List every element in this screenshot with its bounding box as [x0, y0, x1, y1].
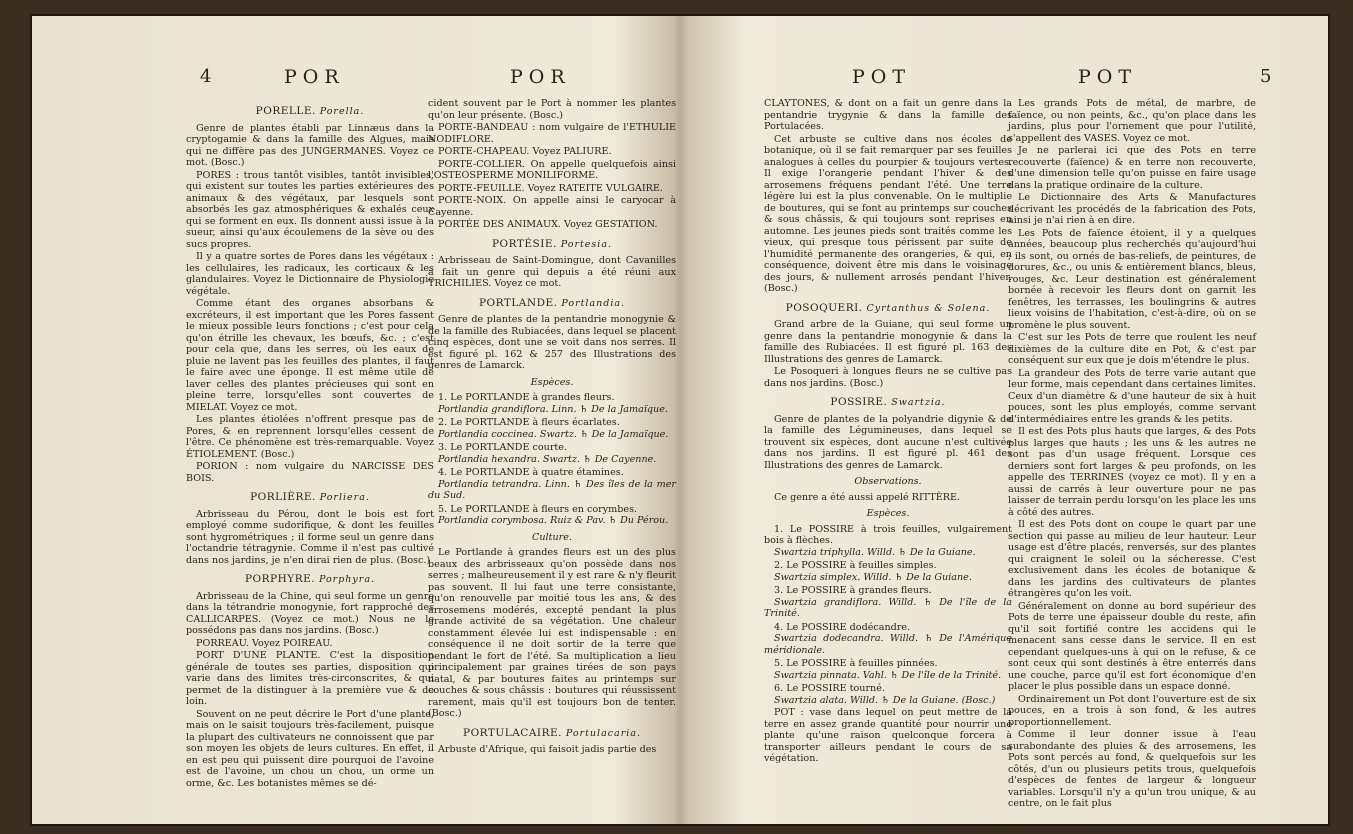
paragraph: Arbuste d'Afrique, qui faisoit jadis partie des: [438, 744, 657, 755]
entry-heading-latin: Porliera.: [319, 492, 370, 503]
left-column-1: [186, 98, 434, 798]
species-latin-name: Swartzia grandiflora. Willd. ♄ De l'île de la Trinité.: [764, 596, 1012, 619]
species-latin-name: Swartzia simplex. Willd. ♄ De la Guiane.: [774, 571, 972, 583]
entry-heading: [428, 239, 676, 251]
paragraph: Le Portlande à grandes fleurs est un des plus beaux des arbrisseaux qu'on possède dans nos serres ; malheureusement il y est rare & n'y fleurit pas souvent. Il lui faut une terre consistante, qu'on renouvelle par moitié tous les ans, & des arrosemens modérés, excepté pendant la plus grande activité de sa végétation. Une chaleur constamment élevée lui est indispensable : en conséquence il ne doit sortir de la terre que pendant le fort de l'été. Sa multiplication a lieu principalement par graines tirées de son pays natal, & par boutures faites au printemps sur couches & sous châssis : boutures qui réussissent rarement, mais qu'il est toujours bon de tenter. (Bosc.): [428, 547, 676, 719]
paragraph: PORTE-CHAPEAU. Voyez PALIURE.: [438, 146, 612, 157]
paragraph: PORES : trous tantôt visibles, tantôt invisibles, qui existent sur toutes les parties extérieures des animaux & des végétaux, par lesquels sont absorbés les gaz atmosphériques & exhalés ceux qui se forment en eux. Ils donnent aussi issue à la sueur, ainsi qu'aux écoulemens de la sève ou des sucs propres.: [186, 169, 434, 250]
entry-heading: [186, 106, 434, 118]
species-entry: 4. Le POSSIRE dodécandre.: [774, 621, 911, 633]
book-spread: [30, 14, 1330, 826]
paragraph: Les plantes étiolées n'offrent presque pas de Pores, & en reprennent lorsqu'elles cessent de l'être. Ce phénomène est très-remarquable. Voyez ÉTIOLEMENT. (Bosc.): [186, 414, 434, 460]
species-latin-name: Swartzia pinnata. Vahl. ♄ De l'île de la Trinité.: [774, 669, 1002, 681]
paragraph: PORION : nom vulgaire du NARCISSE DES BOIS.: [186, 461, 434, 484]
entry-heading-latin: Portlandia.: [561, 297, 626, 309]
species-entry: 5. Le PORTLANDE à fleurs en corymbes.: [438, 503, 638, 515]
paragraph: Arbrisseau du Pérou, dont le bois est fort employé comme sudorifique, & dont les feuilles sont hygrométriques ; il forme seul un genre dans l'octandrie tétragynie. Comme il n'est pas cultivé dans nos jardins, je n'en dirai rien de plus. (Bosc.): [186, 508, 434, 566]
species-latin-name: Swartzia alata. Willd. ♄ De la Guiane. (Bosc.): [774, 694, 996, 706]
paragraph: PORREAU. Voyez POIREAU.: [196, 637, 333, 649]
paragraph: Le Posoqueri à longues fleurs ne se cultive pas dans nos jardins. (Bosc.): [764, 366, 1012, 389]
paragraph: Comme il leur donner issue à l'eau surabondante des pluies & des arrosemens, les Pots sont percés au fond, & quelquefois sur les côtés, d'un ou plusieurs petits trous, quelquefois d'espèces de fentes de largeur & longueur variables. Lorsqu'il n'y a qu'un trou unique, & au centre, on le fait plus: [1008, 729, 1256, 809]
paragraph: PORTE-NOIX. On appelle ainsi le caryocar à Cayenne.: [428, 195, 676, 218]
species-entry: 6. Le POSSIRE tourné.: [774, 683, 885, 694]
page-number-left: 4: [200, 66, 212, 87]
paragraph: Genre de plantes de la polyandrie digynie & de la famille des Légumineuses, dans lequel se trouvent six espèces, dont aucune n'est cultivée dans nos jardins. Il est figuré pl. 461 des Illustrations des genres de Lamarck.: [764, 413, 1012, 471]
entry-heading-latin: Portulacaria.: [565, 727, 641, 739]
species-latin-name: Swartzia dodecandra. Willd. ♄ De l'Amérique méridionale.: [764, 633, 1012, 656]
species-entry: 2. Le POSSIRE à feuilles simples.: [774, 560, 937, 571]
paragraph: Souvent on ne peut décrire le Port d'une plante, mais on le saisit toujours très-facilement, puisque la plupart des cultivateurs ne connoissent que par son moyen les objets de leurs cultures. En effet, il en est peu qui puissent dire pourquoi de l'avoine est de l'avoine, un chou un chou, un orme un orme, &c. Les botanistes mêmes se dé-: [186, 708, 434, 789]
paragraph: PORTE-BANDEAU : nom vulgaire de l'ETHULIE NODIFLORE.: [428, 122, 676, 145]
entry-heading-latin: Swartzia.: [891, 397, 946, 408]
running-head-right: [680, 66, 1330, 92]
headword-left-a: POR: [284, 66, 345, 88]
paragraph: PORT D'UNE PLANTE. C'est la disposition générale de toutes ses parties, disposition qui varie dans des limites très-circonscrites, & qui permet de la distinguer à la première vue & de loin.: [186, 650, 434, 707]
paragraph: C'est sur les Pots de terre que roulent les neuf dixièmes de la culture dite en Pot, & c'est par conséquent sur eux que je dois m'étendre le plus.: [1008, 332, 1256, 366]
paragraph: Arbrisseau de Saint-Domingue, dont Cavanilles a fait un genre qui depuis a été réuni aux TRICHILIES. Voyez ce mot.: [428, 255, 676, 289]
entry-heading-title: PORTLANDE.: [478, 296, 558, 309]
entry-heading-title: PORELLE.: [255, 105, 316, 117]
paragraph: PORTE-COLLIER. On appelle quelquefois ainsi l'OSTEOSPERME MONILIFORME.: [428, 158, 676, 181]
paragraph: Ordinairement un Pot dont l'ouverture est de six pouces, en a trois à son fond, & les autres proportionnellement.: [1008, 693, 1256, 728]
species-entry: 3. Le PORTLANDE courte.: [438, 442, 568, 453]
paragraph: PORTÉE DES ANIMAUX. Voyez GESTATION.: [438, 219, 658, 230]
entry-heading-latin: Porphyra.: [318, 574, 376, 585]
entry-heading-title: PORTULACAIRE.: [463, 726, 562, 739]
paragraph: Il y a quatre sortes de Pores dans les végétaux : les cellulaires, les radicaux, les corticaux & les glandulaires. Voyez le Dictionnaire de Physiologie végétale.: [186, 251, 434, 297]
species-latin-name: Portlandia grandiflora. Linn. ♄ De la Jamaïque.: [438, 403, 668, 415]
right-page: [680, 14, 1330, 826]
species-latin-name: Portlandia hexandra. Swartz. ♄ De Cayenne.: [438, 453, 657, 465]
entry-heading-title: PORTÉSIE.: [491, 237, 557, 250]
species-entry: 3. Le POSSIRE à grandes fleurs.: [774, 585, 932, 596]
paragraph: Les grands Pots de métal, de marbre, de faïence, ou non peints, &c., qu'on place dans les jardins, plus pour l'ornement que pour l'utilité, s'appellent des VASES. Voyez ce mot.: [1008, 98, 1256, 144]
section-subheading: Culture.: [532, 531, 572, 543]
entry-heading: [186, 492, 434, 504]
section-subheading: Espèces.: [530, 376, 574, 388]
paragraph: CLAYTONES, & dont on a fait un genre dans la pentandrie trygynie & dans la famille des Portulacées.: [764, 98, 1012, 132]
right-column-2: [1008, 98, 1256, 809]
section-subheading: Observations.: [854, 476, 922, 487]
section-subheading: Espèces.: [866, 508, 910, 519]
paragraph: Arbrisseau de la Chine, qui seul forme un genre dans la tétrandrie monogynie, fort rapproché des CALLICARPES. (Voyez ce mot.) Nous ne le possédons pas dans nos jardins. (Bosc.): [186, 590, 434, 636]
paragraph: Cet arbuste se cultive dans nos écoles de botanique, où il se fait remarquer par ses feuilles analogues à celles du pourpier & toujours vertes. Il exige l'orangerie pendant l'hiver & des arrosemens fréquens pendant l'été. Une terre légère lui est la plus convenable. On le multiplie de boutures, qui se font au printemps sur couches & sous châssis, & qui toujours sont reprises en automne. Les jeunes pieds sont traités comme les vieux, qui presque tous périssent par suite de l'humidité permanente des orangeries, & qui, en conséquence, doivent être mis dans le voisinage des jours, & nullement arrosés pendant l'hiver. (Bosc.): [764, 133, 1012, 294]
paragraph: Genre de plantes de la pentandrie monogynie & de la famille des Rubiacées, dans lequel se placent cinq espèces, dont une se voit dans nos serres. Il est figuré pl. 162 & 257 des Illustrations des genres de Lamarck.: [428, 314, 676, 371]
species-entry: 1. Le PORTLANDE à grandes fleurs.: [438, 392, 615, 403]
headword-right-a: POT: [852, 66, 912, 88]
paragraph: PORTE-FEUILLE. Voyez RATEITE VULGAIRE.: [438, 182, 663, 194]
paragraph: Je ne parlerai ici que des Pots en terre recouverte (faïence) & en terre non recouverte, d'une dimension telle qu'on puisse en faire usage dans la pratique ordinaire de la culture.: [1008, 145, 1256, 191]
paragraph: Ce genre a été aussi appelé RITTÈRE.: [774, 491, 961, 503]
headword-left-b: POR: [510, 66, 571, 88]
paragraph: Il est des Pots plus hauts que larges, & des Pots plus larges que hauts ; les uns & les autres ne sont pas d'un usage fréquent. Lorsque ces derniers sont fort larges & peu profonds, on les appelle des TERRINES (voyez ce mot). Il y en a aussi de carrés à leur ouverture pour ne pas laisser de terrain perdu lorsqu'on les place les uns à côté des autres.: [1008, 426, 1256, 518]
page-number-right: 5: [1260, 66, 1272, 87]
entry-heading: [764, 303, 1012, 315]
entry-heading: [428, 728, 676, 740]
paragraph: cident souvent par le Port à nommer les plantes qu'on leur présente. (Bosc.): [428, 98, 676, 121]
species-latin-name: Swartzia triphylla. Willd. ♄ De la Guiane.: [774, 546, 976, 558]
entry-heading: [428, 298, 676, 310]
headword-right-b: POT: [1078, 66, 1138, 88]
left-column-2: [428, 98, 676, 798]
entry-heading-title: PORPHYRE.: [244, 573, 316, 585]
species-entry: 1. Le POSSIRE à trois feuilles, vulgairement bois à flèches.: [764, 523, 1012, 546]
species-entry: 5. Le POSSIRE à feuilles pinnées.: [774, 658, 938, 669]
entry-heading: [186, 574, 434, 586]
species-entry: 2. Le PORTLANDE à fleurs écarlates.: [438, 417, 620, 428]
species-entry: 4. Le PORTLANDE à quatre étamines.: [438, 467, 624, 478]
left-page: [30, 14, 680, 826]
paragraph: Genre de plantes établi par Linnæus dans la cryptogamie & dans la famille des Algues, mais qui ne diffère pas des JUNGERMANES. Voyez ce mot. (Bosc.): [186, 122, 434, 168]
paragraph: Comme étant des organes absorbans & excréteurs, il est important que les Pores fassent le mieux possible leurs fonctions ; c'est pour cela qu'on étrille les chevaux, les bœufs, &c. ; c'est pour cela que, dans les serres, où les eaux de pluie ne lavent pas les feuilles des plantes, il faut le faire avec une éponge. Il est même utile de laver celles des plantes précieuses qui sont en pleine terre, lorsqu'elles sont couvertes de MIELAT. Voyez ce mot.: [186, 298, 434, 413]
paragraph: Les Pots de faïence étoient, il y a quelques années, beaucoup plus recherchés qu'aujourd'hui ; ils sont, ou ornés de bas-reliefs, de peintures, de dorures, &c., ou unis & entièrement blancs, bleus, rouges, &c. Leur destination est généralement bornée à recevoir les fleurs dont on garnit les fenêtres, les terrasses, les boulingrins & autres lieux voisins de l'habitation, c'est-à-dire, où on se promène le plus souvent.: [1008, 227, 1256, 331]
species-latin-name: Portlandia corymbosa. Ruiz & Pav. ♄ Du Pérou.: [438, 515, 669, 526]
paragraph: Le Dictionnaire des Arts & Manufactures décrivant les procédés de la fabrication des Pots, ainsi je n'ai rien à en dire.: [1008, 192, 1256, 226]
paragraph: Généralement on donne au bord supérieur des Pots de terre une épaisseur double du reste, afin qu'il soit fortifié contre les accidens qui le menacent sans cesse dans le service. Il en est cependant quelques-uns à qui on le refuse, & ce sont ceux qui sont destinés à être enterrés dans une couche, parce qu'il est fort économique d'en placer le plus possible dans un espace donné.: [1008, 600, 1256, 692]
entry-heading-title: POSOQUERI.: [785, 301, 863, 314]
species-latin-name: Portlandia coccinea. Swartz. ♄ De la Jamaïque.: [438, 428, 669, 440]
right-column-1: [764, 98, 1012, 798]
entry-heading-latin: Porella.: [319, 106, 365, 117]
running-head-left: [30, 66, 680, 92]
entry-heading-latin: Cyrtanthus & Solena.: [866, 302, 991, 314]
entry-heading-title: PORLIÈRE.: [250, 491, 316, 503]
entry-heading-latin: Portesia.: [560, 238, 613, 250]
species-latin-name: Portlandia tetrandra. Linn. ♄ Des îles de la mer du Sud.: [428, 478, 676, 501]
paragraph: Grand arbre de la Guiane, qui seul forme un genre dans la pentandrie monogynie & dans la famille des Rubiacées. Il est figuré pl. 163 des Illustrations des genres de Lamarck.: [764, 319, 1012, 365]
paragraph: Il est des Pots dont on coupe le quart par une section qui passe au milieu de leur hauteur. Leur usage est d'être placés, renversés, sur des plantes qui craignent le soleil ou la sécheresse. C'est exclusivement dans les écoles de botanique & dans les jardins des cultivateurs de plantes étrangères qu'on les voit.: [1008, 519, 1256, 599]
entry-heading-title: POSSIRE.: [830, 396, 888, 408]
entry-heading: [764, 397, 1012, 409]
paragraph: La grandeur des Pots de terre varie autant que leur forme, mais cependant dans certaines limites. Ceux d'un diamètre & d'une hauteur de six à huit pouces, sont les plus employés, comme servant d'intermédiaires entre les grands & les petits.: [1008, 367, 1256, 425]
paragraph: POT : vase dans lequel on peut mettre de la terre en assez grande quantité pour nourrir une plante qu'une raison quelconque forcera à transporter ailleurs pendant le cours de sa végétation.: [764, 707, 1012, 764]
